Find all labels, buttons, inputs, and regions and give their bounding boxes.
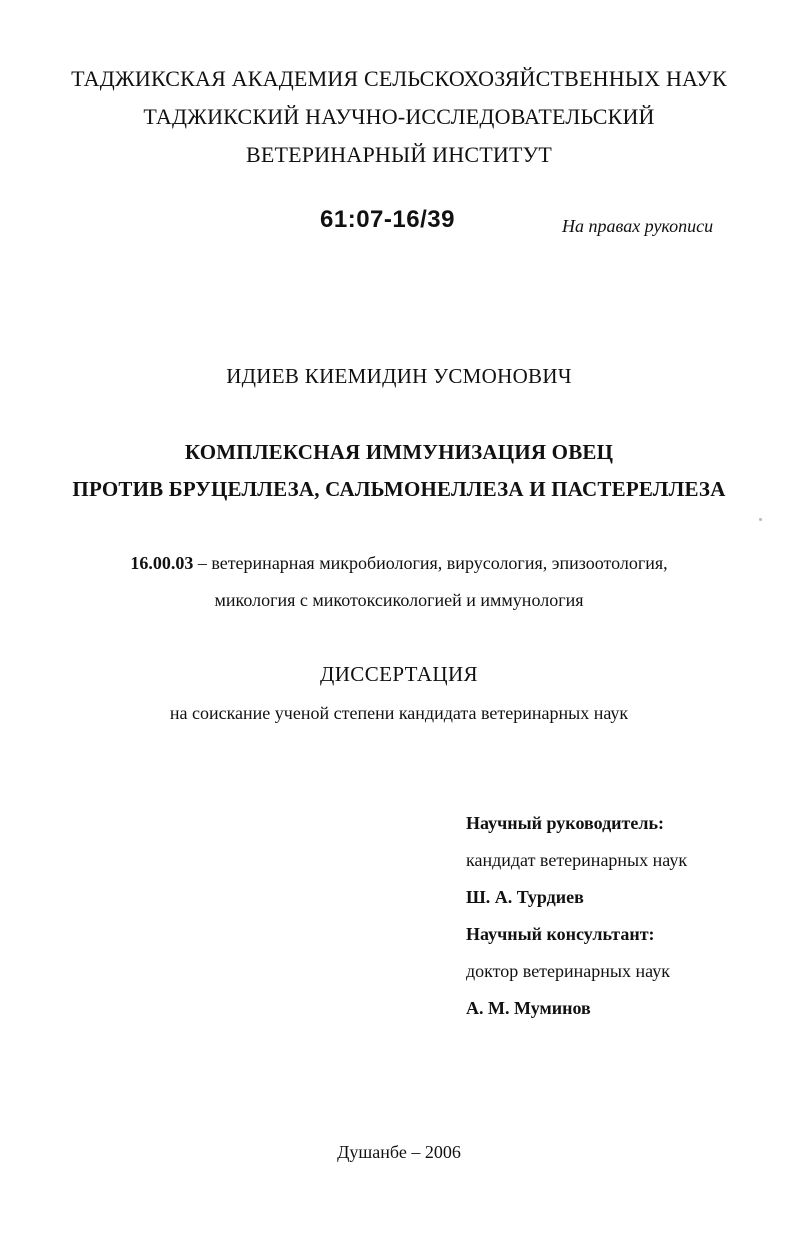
catalog-code: 61:07-16/39 [320, 206, 455, 233]
supervisor-name: Ш. А. Турдиев [466, 887, 584, 907]
author-name: ИДИЕВ КИЕМИДИН УСМОНОВИЧ [226, 364, 572, 388]
rights-note: На правах рукописи [562, 216, 714, 236]
consultant-degree: доктор ветеринарных наук [466, 961, 670, 981]
specialty-description: – ветеринарная микробиология, вирусология, эпизоотология, [193, 553, 668, 573]
institution-line-3: ВЕТЕРИНАРНЫЙ ИНСТИТУТ [245, 142, 552, 167]
scan-speck [759, 518, 762, 521]
institution-line-1: ТАДЖИКСКАЯ АКАДЕМИЯ СЕЛЬСКОХОЗЯЙСТВЕННЫХ НАУК [71, 66, 727, 91]
specialty-line-1 [0, 553, 798, 574]
institution-line-2: ТАДЖИКСКИЙ НАУЧНО-ИССЛЕДОВАТЕЛЬСКИЙ [143, 104, 655, 129]
specialty-code: 16.00.03 [130, 553, 194, 573]
consultant-name: А. М. Муминов [466, 998, 591, 1018]
specialty-line-2: микология с микотоксикологией и иммунология [214, 590, 584, 610]
consultant-role: Научный консультант: [466, 924, 655, 944]
dissertation-title-line-2: ПРОТИВ БРУЦЕЛЛЕЗА, САЛЬМОНЕЛЛЕЗА И ПАСТЕРЕЛЛЕЗА [72, 477, 726, 501]
supervisor-degree: кандидат ветеринарных наук [466, 850, 688, 870]
city-year: Душанбе – 2006 [337, 1142, 461, 1162]
degree-line: на соискание ученой степени кандидата ветеринарных наук [169, 703, 629, 723]
supervisor-role: Научный руководитель: [466, 813, 664, 833]
document-type: ДИССЕРТАЦИЯ [320, 662, 478, 686]
dissertation-title-line-1: КОМПЛЕКСНАЯ ИММУНИЗАЦИЯ ОВЕЦ [184, 440, 614, 464]
